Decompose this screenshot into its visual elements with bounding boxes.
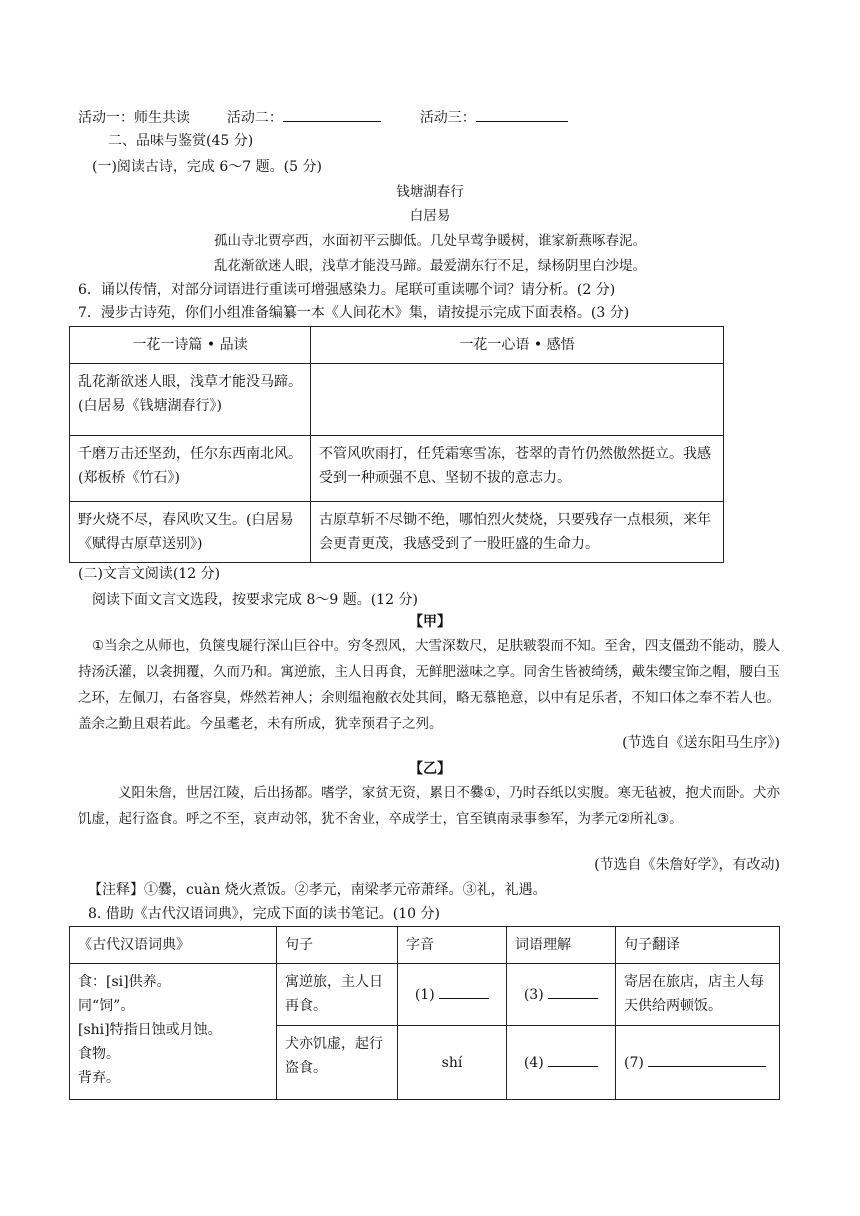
table2-row1-understand-cell (507, 964, 616, 1026)
table1-row2-right: 不管风吹雨打，任凭霜寒雪冻，苍翠的青竹仍然傲然挺立。我感受到一种顽强不息、坚韧不拔的意志力。 (311, 436, 724, 502)
table2-row2-pron: shí (398, 1026, 507, 1100)
blank-1-input[interactable] (439, 984, 489, 999)
activity-three-label: 活动三： (419, 110, 476, 126)
question-7: 7．漫步古诗苑，你们小组准备编纂一本《人间花木》集，请按提示完成下面表格。(3 分) (78, 305, 630, 321)
jia-passage: ①当余之从师也，负箧曳屣行深山巨谷中。穷冬烈风，大雪深数尺，足肤皲裂而不知。至舍，四支僵劲不能动，媵人持汤沃灌，以衾拥覆，久而乃和。寓逆旅，主人日再食，无鲜肥滋味之享。同舍生皆被绮绣，戴朱缨宝饰之帽，腰白玉之环，左佩刀，右备容臭，烨然若神人；余则缊袍敝衣处其间，略无慕艳意，以中有足乐者，不知口体之奉不若人也。盖余之勤且艰若此。今虽耄老，未有所成，犹幸预君子之列。 (78, 638, 780, 732)
activity-three-blank[interactable] (476, 107, 568, 122)
dict-line: 背弃。 (78, 1070, 120, 1086)
poem-line-1: 孤山寺北贾亭西，水面初平云脚低。几处早莺争暖树，谁家新燕啄春泥。 (214, 233, 646, 249)
part2-intro: 阅读下面文言文选段，按要求完成 8～9 题。(12 分) (92, 592, 418, 608)
table1-row3-left: 野火烧不尽，春风吹又生。(白居易《赋得古原草送别》) (70, 502, 311, 563)
activity-two-blank[interactable] (283, 107, 381, 122)
part1-title: (一)阅读古诗，完成 6～7 题。(5 分) (92, 159, 322, 175)
reading-notes-table (69, 926, 780, 1100)
table2-header-sentence: 句子 (277, 927, 398, 964)
table1-header-left: 一花一诗篇 • 品读 (70, 327, 311, 364)
dict-line: 食物。 (78, 1046, 120, 1062)
yi-label: 【乙】 (409, 761, 451, 777)
activity-one: 活动一：师生共读 (78, 110, 190, 126)
section-title: 二、品味与鉴赏(45 分) (108, 133, 254, 149)
table2-row2-sentence: 犬亦饥虚，起行盗食。 (277, 1026, 398, 1100)
annotation-note: 【注释】①爨，cuàn 烧火煮饭。②孝元，南梁孝元帝萧绎。③礼，礼遇。 (88, 882, 547, 898)
question-8: 8. 借助《古代汉语词典》，完成下面的读书笔记。(10 分) (88, 906, 440, 922)
blank-4-input[interactable] (548, 1052, 598, 1067)
poem-title: 钱塘湖春行 (396, 184, 464, 200)
table2-row1-sentence: 寓逆旅，主人日再食。 (277, 964, 398, 1026)
blank-7-label: (7) (624, 1054, 644, 1071)
dict-line: [shi]特指日蚀或月蚀。 (78, 1022, 222, 1038)
table2-header-pron: 字音 (398, 927, 507, 964)
dict-line: 同“饲”。 (78, 998, 135, 1014)
dict-line: 食：[si]供养。 (78, 974, 171, 990)
part2-title: (二)文言文阅读(12 分) (78, 566, 221, 582)
yi-passage: 义阳朱詹，世居江陵，后出扬都。嗜学，家贫无资，累日不爨①，乃时吞纸以实腹。寒无毡被，抱犬而卧。犬亦饥虚，起行盗食。呼之不至，哀声动邻，犹不舍业，卒成学士，官至镇南录事参军，为孝元②所礼③。 (78, 785, 780, 827)
question-6: 6．诵以传情，对部分词语进行重读可增强感染力。尾联可重读哪个词？请分析。(2 分) (78, 282, 616, 298)
poem-line-2: 乱花渐欲迷人眼，浅草才能没马蹄。最爱湖东行不足，绿杨阴里白沙堤。 (214, 258, 646, 274)
blank-3-input[interactable] (548, 984, 598, 999)
table2-row1-translate: 寄居在旅店，店主人每天供给两顿饭。 (616, 964, 780, 1026)
poem-author: 白居易 (409, 208, 451, 224)
table2-dictionary-entry (70, 964, 277, 1100)
table1-row2-left: 千磨万击还坚劲，任尔东西南北风。(郑板桥《竹石》) (70, 436, 311, 502)
blank-4-label: (4) (523, 1054, 544, 1071)
flower-poem-table (69, 326, 724, 563)
blank-7-input[interactable] (648, 1052, 766, 1067)
table1-row1-right-answer-cell[interactable] (311, 364, 724, 436)
table2-row1-pron-cell (398, 964, 507, 1026)
table2-header-understand: 词语理解 (507, 927, 616, 964)
table2-header-dict: 《古代汉语词典》 (70, 927, 277, 964)
jia-label: 【甲】 (409, 614, 451, 630)
blank-1-label: (1) (414, 986, 435, 1003)
yi-source: (节选自《朱詹好学》，有改动) (594, 857, 780, 873)
activity-two-label: 活动二： (226, 110, 283, 126)
table2-header-translate: 句子翻译 (616, 927, 780, 964)
table1-row3-right: 古原草斩不尽锄不绝，哪怕烈火焚烧，只要残存一点根须，来年会更青更茂，我感受到了一股旺盛的生命力。 (311, 502, 724, 563)
table1-header-right: 一花一心语 • 感悟 (311, 327, 724, 364)
blank-3-label: (3) (523, 986, 544, 1003)
jia-source: (节选自《送东阳马生序》) (622, 735, 780, 751)
activities-line (78, 107, 568, 128)
table1-row1-left: 乱花渐欲迷人眼，浅草才能没马蹄。(白居易《钱塘湖春行》) (70, 364, 311, 436)
table2-row2-translate-cell (616, 1026, 780, 1100)
table2-row2-understand-cell (507, 1026, 616, 1100)
